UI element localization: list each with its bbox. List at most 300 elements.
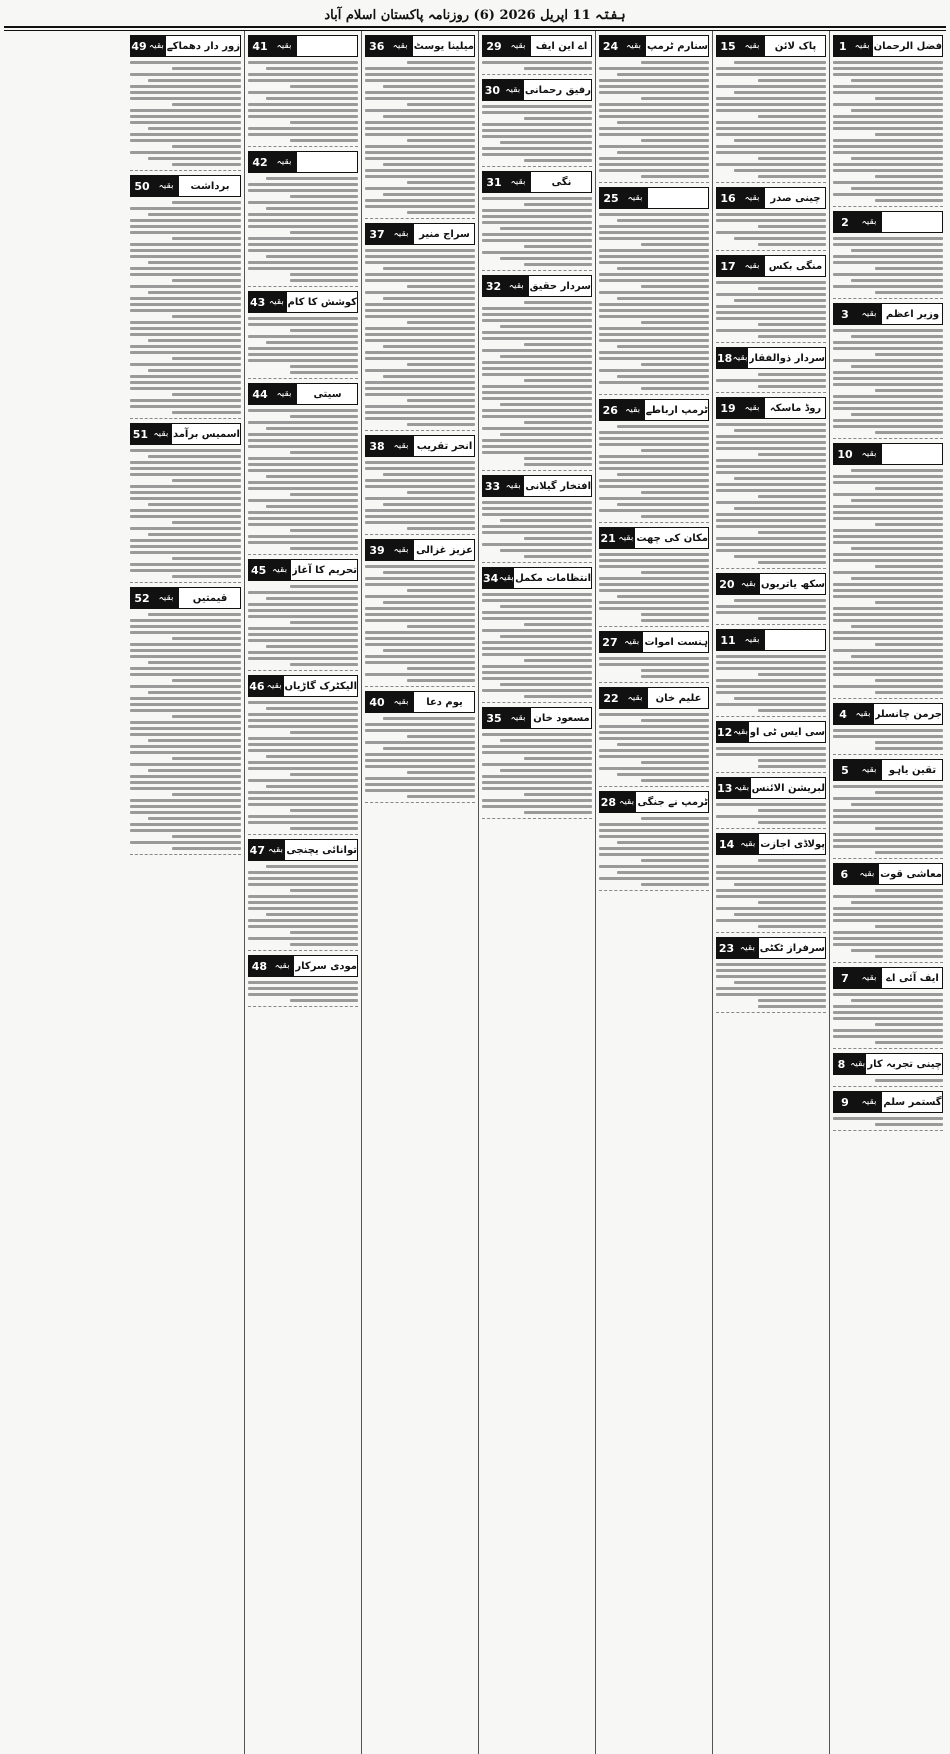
text-line <box>734 981 826 984</box>
story-separator <box>833 754 943 755</box>
text-line <box>130 841 241 844</box>
text-line <box>130 381 241 384</box>
text-line <box>875 353 943 356</box>
text-line <box>266 427 358 430</box>
story-title: سردار ذوالفقار <box>748 352 825 364</box>
continuation-label: بقیہ <box>852 704 875 724</box>
text-line <box>833 729 943 732</box>
story-number: 50 <box>131 176 153 196</box>
text-line <box>407 795 475 798</box>
text-line <box>833 169 943 172</box>
text-line <box>851 365 943 368</box>
text-line <box>248 815 358 818</box>
text-line <box>365 381 475 384</box>
text-line <box>482 733 592 736</box>
text-line <box>833 481 943 484</box>
text-line <box>851 187 943 190</box>
story-separator <box>599 682 709 683</box>
text-line <box>365 783 475 786</box>
story-title: افتخار گیلانی <box>525 480 591 492</box>
story-text-lines <box>599 656 709 679</box>
text-line <box>758 999 826 1002</box>
text-line <box>248 409 358 412</box>
story-text-lines <box>248 60 358 143</box>
text-line <box>734 697 826 700</box>
story-text-lines <box>248 864 358 947</box>
text-line <box>599 443 709 446</box>
story-separator <box>365 534 475 535</box>
story-text-lines <box>716 372 826 389</box>
text-line <box>716 293 826 296</box>
text-line <box>716 163 826 166</box>
text-line <box>617 73 709 76</box>
text-line <box>248 719 358 722</box>
text-line <box>482 61 592 64</box>
continuation-label: بقیہ <box>739 398 766 418</box>
text-line <box>248 987 358 990</box>
story-title: سکھ یاتریوں <box>761 578 825 590</box>
text-line <box>130 467 241 470</box>
continued-story <box>599 687 709 787</box>
continued-story <box>248 839 358 951</box>
text-line <box>365 723 475 726</box>
text-line <box>148 213 241 216</box>
continuation-label: بقیہ <box>270 956 296 976</box>
text-line <box>148 817 241 820</box>
story-number: 2 <box>834 212 856 232</box>
story-heading <box>248 559 358 581</box>
text-line <box>833 139 943 142</box>
text-line <box>365 759 475 762</box>
text-line <box>599 725 709 728</box>
text-line <box>130 667 241 670</box>
story-text-lines <box>482 500 592 559</box>
continuation-label: بقیہ <box>147 36 167 56</box>
text-line <box>500 325 592 328</box>
story-heading <box>833 967 943 989</box>
text-line <box>130 91 241 94</box>
text-line <box>641 175 709 178</box>
text-line <box>716 679 826 682</box>
text-line <box>875 955 943 958</box>
story-separator <box>599 890 709 891</box>
text-line <box>833 589 943 592</box>
text-line <box>599 85 709 88</box>
text-line <box>383 717 475 720</box>
story-heading <box>482 35 592 57</box>
text-line <box>599 327 709 330</box>
story-text-lines <box>365 460 475 531</box>
continuation-label: بقیہ <box>505 36 532 56</box>
text-line <box>716 543 826 546</box>
story-text-lines <box>482 300 592 467</box>
text-line <box>716 103 826 106</box>
story-text-lines <box>716 746 826 769</box>
text-line <box>290 585 358 588</box>
text-line <box>833 425 943 428</box>
text-line <box>851 249 943 252</box>
story-text-lines <box>482 732 592 815</box>
text-line <box>248 517 358 520</box>
text-line <box>500 355 592 358</box>
story-heading <box>365 691 475 713</box>
text-line <box>875 175 943 178</box>
text-line <box>599 109 709 112</box>
text-line <box>383 163 475 166</box>
story-separator <box>248 286 358 287</box>
story-heading <box>248 291 358 313</box>
text-line <box>833 541 943 544</box>
text-line <box>482 787 592 790</box>
text-line <box>266 913 358 916</box>
text-line <box>500 519 592 522</box>
story-title <box>883 444 942 464</box>
text-line <box>833 809 943 812</box>
text-line <box>482 427 592 430</box>
text-line <box>716 661 826 664</box>
story-text-lines <box>833 1116 943 1127</box>
text-line <box>599 583 709 586</box>
story-number: 36 <box>366 36 387 56</box>
text-line <box>641 859 709 862</box>
text-line <box>833 607 943 610</box>
continuation-label: بقیہ <box>739 188 766 208</box>
text-line <box>130 139 241 142</box>
continuation-label: بقیہ <box>856 968 883 988</box>
text-line <box>500 683 592 686</box>
text-line <box>130 649 241 652</box>
story-text-lines <box>833 728 943 751</box>
text-line <box>758 859 826 862</box>
text-line <box>130 563 241 566</box>
text-line <box>875 565 943 568</box>
story-number: 29 <box>483 36 505 56</box>
text-line <box>130 697 241 700</box>
text-line <box>365 387 475 390</box>
text-line <box>248 353 358 356</box>
continued-story <box>482 171 592 271</box>
text-line <box>524 67 592 70</box>
continued-story <box>482 567 592 703</box>
text-line <box>716 703 826 706</box>
continuation-label: بقیہ <box>150 424 173 444</box>
text-line <box>248 347 358 350</box>
text-line <box>365 655 475 658</box>
text-line <box>148 503 241 506</box>
text-line <box>383 503 475 506</box>
text-line <box>148 613 241 616</box>
text-line <box>248 225 358 228</box>
story-separator <box>833 438 943 439</box>
text-line <box>365 411 475 414</box>
text-line <box>716 379 826 382</box>
text-line <box>482 647 592 650</box>
story-text-lines <box>482 104 592 163</box>
text-line <box>875 1123 943 1126</box>
text-line <box>716 133 826 136</box>
story-heading <box>599 631 709 653</box>
text-line <box>599 835 709 838</box>
text-line <box>851 335 943 338</box>
continuation-label: بقیہ <box>388 224 415 244</box>
text-line <box>130 703 241 706</box>
text-line <box>248 925 358 928</box>
text-line <box>758 225 826 228</box>
text-line <box>482 123 592 126</box>
continued-story <box>248 675 358 835</box>
text-line <box>599 497 709 500</box>
text-line <box>365 339 475 342</box>
text-line <box>641 243 709 246</box>
text-line <box>716 127 826 130</box>
story-number: 21 <box>600 528 616 548</box>
text-line <box>599 607 709 610</box>
text-line <box>365 97 475 100</box>
story-title: سراج منیر <box>419 228 470 240</box>
text-line <box>758 925 826 928</box>
text-line <box>290 139 358 142</box>
text-line <box>482 501 592 504</box>
story-separator <box>716 250 826 251</box>
text-line <box>833 1035 943 1038</box>
text-line <box>599 309 709 312</box>
story-heading <box>130 587 241 609</box>
text-line <box>833 103 943 106</box>
story-number: 19 <box>717 398 739 418</box>
story-text-lines <box>716 962 826 1009</box>
text-line <box>248 871 358 874</box>
continuation-label: بقیہ <box>387 36 413 56</box>
text-line <box>875 389 943 392</box>
story-number: 48 <box>249 956 270 976</box>
text-line <box>734 61 826 64</box>
story-heading <box>599 791 709 813</box>
story-separator <box>599 182 709 183</box>
text-line <box>617 871 709 874</box>
story-text-lines <box>599 712 709 783</box>
text-line <box>172 67 241 70</box>
continuation-label: بقیہ <box>153 176 180 196</box>
text-line <box>266 207 358 210</box>
text-line <box>758 1005 826 1008</box>
text-line <box>248 79 358 82</box>
story-number: 41 <box>249 36 271 56</box>
text-line <box>716 311 826 314</box>
text-line <box>833 833 943 836</box>
text-line <box>248 761 358 764</box>
story-heading <box>365 223 475 245</box>
text-line <box>524 263 592 266</box>
news-column <box>595 31 712 1754</box>
text-line <box>407 181 475 184</box>
text-line <box>716 465 826 468</box>
story-heading <box>248 839 358 861</box>
text-line <box>407 363 475 366</box>
text-line <box>758 115 826 118</box>
continuation-label: بقیہ <box>388 540 415 560</box>
text-line <box>599 79 709 82</box>
continuation-label: بقیہ <box>856 304 883 324</box>
continued-story <box>716 35 826 183</box>
story-heading <box>599 35 709 57</box>
text-line <box>875 889 943 892</box>
text-line <box>248 127 358 130</box>
text-line <box>290 85 358 88</box>
story-title: اے این ایف <box>535 40 588 52</box>
text-line <box>482 397 592 400</box>
story-title: کوشش کا کام <box>287 296 357 308</box>
text-line <box>248 335 358 338</box>
continued-story <box>833 1091 943 1131</box>
text-line <box>130 461 241 464</box>
text-line <box>833 383 943 386</box>
text-line <box>365 509 475 512</box>
story-separator <box>365 686 475 687</box>
text-line <box>716 655 826 658</box>
story-separator <box>716 1012 826 1013</box>
text-line <box>130 551 241 554</box>
text-line <box>482 367 592 370</box>
text-line <box>365 583 475 586</box>
story-text-lines <box>365 564 475 683</box>
text-line <box>500 549 592 552</box>
text-line <box>130 333 241 336</box>
text-line <box>248 743 358 746</box>
story-separator <box>599 786 709 787</box>
text-line <box>290 371 358 374</box>
story-text-lines <box>716 654 826 713</box>
story-heading <box>716 629 826 651</box>
continued-story <box>130 175 241 419</box>
text-line <box>716 549 826 552</box>
text-line <box>130 491 241 494</box>
story-number: 34 <box>483 568 498 588</box>
text-line <box>758 809 826 812</box>
text-line <box>172 279 241 282</box>
text-line <box>833 419 943 422</box>
text-line <box>248 445 358 448</box>
text-line <box>599 865 709 868</box>
text-line <box>130 375 241 378</box>
text-line <box>851 803 943 806</box>
text-line <box>833 667 943 670</box>
text-line <box>407 285 475 288</box>
text-line <box>833 845 943 848</box>
text-line <box>482 665 592 668</box>
text-line <box>365 607 475 610</box>
story-heading <box>833 1053 943 1075</box>
text-line <box>148 79 241 82</box>
story-title: منگی بکس <box>768 260 823 272</box>
story-separator <box>599 522 709 523</box>
text-line <box>599 115 709 118</box>
text-line <box>851 157 943 160</box>
text-line <box>833 359 943 362</box>
text-line <box>248 541 358 544</box>
text-line <box>716 67 826 70</box>
story-number: 24 <box>600 36 621 56</box>
continued-story <box>130 35 241 171</box>
text-line <box>875 791 943 794</box>
text-line <box>599 333 709 336</box>
text-line <box>833 329 943 332</box>
text-line <box>833 163 943 166</box>
story-heading <box>599 687 709 709</box>
continued-story <box>716 255 826 343</box>
text-line <box>148 691 241 694</box>
text-line <box>130 751 241 754</box>
continued-story <box>716 833 826 933</box>
text-line <box>248 189 358 192</box>
text-line <box>248 791 358 794</box>
text-line <box>130 799 241 802</box>
text-line <box>383 375 475 378</box>
text-line <box>716 907 826 910</box>
story-number: 5 <box>834 760 856 780</box>
text-line <box>716 513 826 516</box>
text-line <box>148 339 241 342</box>
news-column <box>829 31 946 1754</box>
text-line <box>407 679 475 682</box>
story-number: 52 <box>131 588 153 608</box>
text-line <box>248 469 358 472</box>
text-line <box>482 641 592 644</box>
text-line <box>599 237 709 240</box>
text-line <box>482 153 592 156</box>
continuation-label: بقیہ <box>852 36 874 56</box>
text-line <box>290 195 358 198</box>
story-text-lines <box>833 328 943 435</box>
text-line <box>833 937 943 940</box>
continuation-label: بقیہ <box>732 348 748 368</box>
text-line <box>641 449 709 452</box>
text-line <box>130 109 241 112</box>
story-title: انتظامات مکمل <box>515 572 591 584</box>
continuation-label: بقیہ <box>388 692 415 712</box>
text-line <box>851 577 943 580</box>
text-line <box>599 509 709 512</box>
text-line <box>248 109 358 112</box>
text-line <box>266 755 358 758</box>
text-line <box>172 479 241 482</box>
continued-story <box>599 399 709 523</box>
text-line <box>130 527 241 530</box>
text-line <box>407 735 475 738</box>
story-number: 33 <box>483 476 502 496</box>
text-line <box>599 485 709 488</box>
text-line <box>248 317 358 320</box>
story-title: سنارم ٹرمپ <box>647 40 708 52</box>
story-number: 25 <box>600 188 622 208</box>
text-line <box>641 571 709 574</box>
story-separator <box>599 394 709 395</box>
text-line <box>875 523 943 526</box>
text-line <box>248 103 358 106</box>
text-line <box>248 797 358 800</box>
text-line <box>617 503 709 506</box>
text-line <box>599 455 709 458</box>
text-line <box>641 139 709 142</box>
text-line <box>758 385 826 388</box>
text-line <box>500 141 592 144</box>
text-line <box>833 943 943 946</box>
text-line <box>482 781 592 784</box>
text-line <box>482 307 592 310</box>
text-line <box>758 79 826 82</box>
text-line <box>266 97 358 100</box>
text-line <box>130 73 241 76</box>
text-line <box>833 395 943 398</box>
